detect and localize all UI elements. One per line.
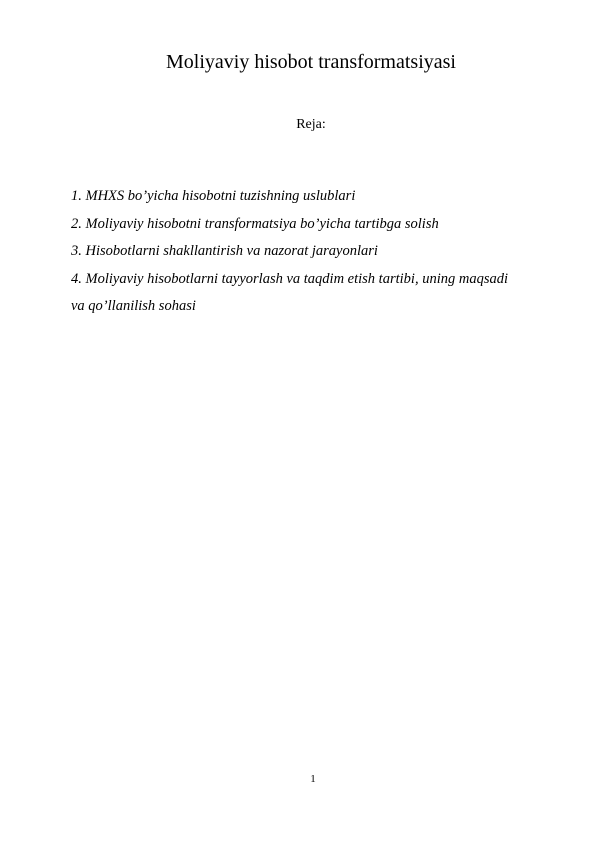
- page-number: 1: [310, 773, 316, 785]
- plan-item-1: 1. MHXS bo’yicha hisobotni tuzishning uslublari: [71, 188, 356, 204]
- plan-item-3: 3. Hisobotlarni shakllantirish va nazorat jarayonlari: [71, 243, 378, 259]
- plan-list: [71, 183, 511, 321]
- plan-heading: Reja:: [296, 117, 326, 132]
- plan-item-4: 4. Moliyaviy hisobotlarni tayyorlash va taqdim etish tartibi, uning maqsadi va qo’llanilish sohasi: [71, 270, 508, 314]
- plan-item-2: 2. Moliyaviy hisobotni transformatsiya bo’yicha tartibga solish: [71, 215, 439, 232]
- document-title: Moliyaviy hisobot transformatsiyasi: [166, 51, 456, 73]
